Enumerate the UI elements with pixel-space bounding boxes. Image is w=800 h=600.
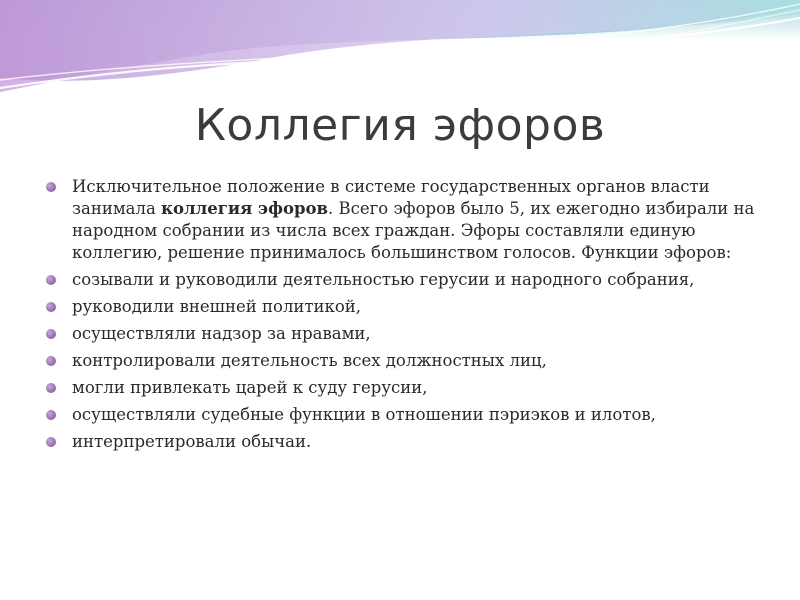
list-item [46, 431, 758, 453]
bullet-icon [46, 383, 56, 393]
list-item-intro [46, 176, 758, 264]
intro-text-after: . Всего эфоров было 5, их ежегодно избирали на народном собрании из числа всех граждан. Эфоры составляли единую коллегию, решение принималось большинством голосов. Функции эфоров: [72, 199, 755, 262]
function-text: созывали и руководили деятельностью герусии и народного собрания, [72, 270, 695, 289]
bullet-icon [46, 302, 56, 312]
slide-title: Коллегия эфоров [194, 100, 606, 151]
bullet-icon [46, 275, 56, 285]
function-text: осуществляли судебные функции в отношении пэриэков и илотов, [72, 405, 656, 424]
bullet-icon [46, 182, 56, 192]
function-text: осуществляли надзор за нравами, [72, 324, 371, 343]
bullet-icon [46, 329, 56, 339]
header-wave-decoration [0, 0, 800, 100]
bullet-icon [46, 437, 56, 447]
list-item [46, 323, 758, 345]
function-text: руководили внешней политикой, [72, 297, 362, 316]
list-item [46, 269, 758, 291]
list-item [46, 377, 758, 399]
list-item [46, 404, 758, 426]
bullet-list [46, 176, 758, 458]
list-item [46, 296, 758, 318]
list-item [46, 350, 758, 372]
function-text: могли привлекать царей к суду герусии, [72, 378, 428, 397]
function-text: интерпретировали обычаи. [72, 432, 312, 451]
bullet-icon [46, 410, 56, 420]
function-text: контролировали деятельность всех должностных лиц, [72, 351, 547, 370]
bullet-icon [46, 356, 56, 366]
intro-text-before: Исключительное положение в системе государственных органов власти занимала [72, 177, 710, 218]
intro-text-bold: коллегия эфоров [161, 199, 328, 218]
